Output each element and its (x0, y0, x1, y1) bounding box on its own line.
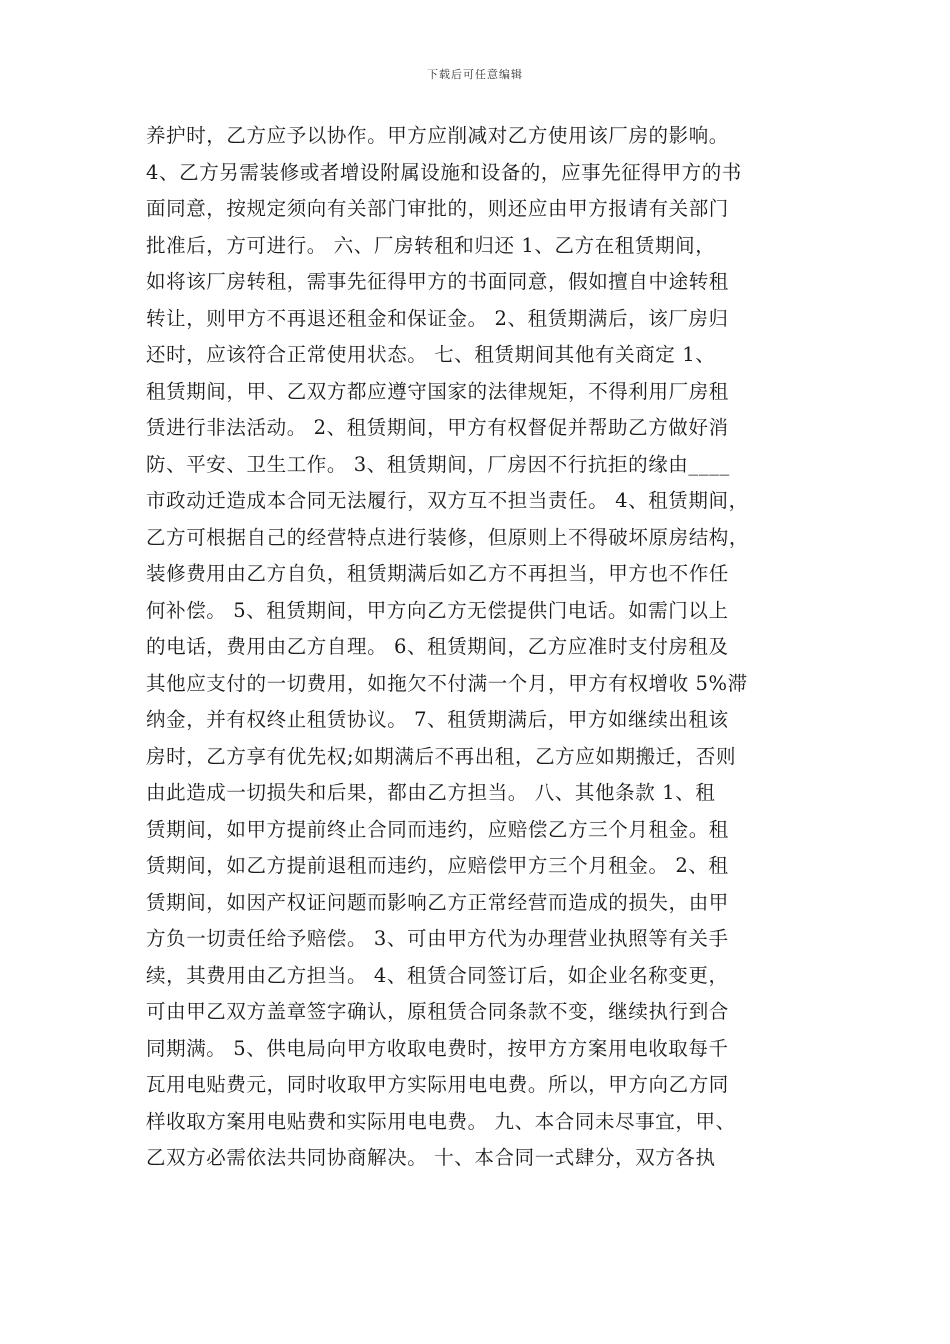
text-line: 赁进行非法活动。 2、租赁期间，甲方有权督促并帮助乙方做好消 (146, 416, 729, 439)
text-line: 批准后，方可进行。 六、厂房转租和归还 1、乙方在租赁期间， (146, 233, 716, 257)
text-line: 样收取方案用电贴费和实际用电电费。 九、本合同未尽事宜，甲、 (146, 1109, 736, 1133)
text-line: 如将该厂房转租，需事先征得甲方的书面同意，假如擅自中途转租 (146, 270, 729, 293)
text-line: 赁期间，如甲方提前终止合同而违约，应赔偿乙方三个月租金。租 (146, 817, 729, 841)
text-line: 乙方可根据自己的经营特点进行装修，但原则上不得破坏原房结构， (146, 525, 750, 549)
text-line: 同期满。 5、供电局向甲方收取电费时，按甲方方案用电收取每千 (146, 1036, 729, 1060)
text-line: 赁期间，如因产权证问题而影响乙方正常经营而造成的损失，由甲 (146, 890, 729, 914)
text-line: 面同意，按规定须向有关部门审批的，则还应由甲方报请有关部门 (146, 197, 729, 220)
text-line: 赁期间，如乙方提前退租而违约，应赔偿甲方三个月租金。 2、租 (146, 854, 729, 877)
text-line: 养护时，乙方应予以协作。甲方应削减对乙方使用该厂房的影响。 (146, 124, 729, 147)
text-line: 乙双方必需依法共同协商解决。 十、本合同一式肆分，双方各执 (146, 1146, 716, 1169)
text-line: 由此造成一切损失和后果，都由乙方担当。 八、其他条款 1、租 (146, 781, 716, 804)
page-header: 下载后可任意编辑 (427, 68, 523, 81)
text-line: 装修费用由乙方自负，租赁期满后如乙方不再担当，甲方也不作任 (146, 562, 729, 585)
text-line: 租赁期间，甲、乙双方都应遵守国家的法律规矩，不得利用厂房租 (146, 379, 729, 403)
text-line: 可由甲乙双方盖章签字确认，原租赁合同条款不变，继续执行到合 (146, 1000, 729, 1023)
text-line: 防、平安、卫生工作。 3、租赁期间，厂房因不行抗拒的缘由____ (146, 452, 730, 476)
text-line: 续，其费用由乙方担当。 4、租赁合同签订后，如企业名称变更， (146, 963, 729, 987)
text-line: 市政动迁造成本合同无法履行，双方互不担当责任。 4、租赁期间， (146, 489, 749, 512)
text-line: 纳金，并有权终止租赁协议。 7、租赁期满后，甲方如继续出租该 (146, 708, 729, 731)
document-body (146, 118, 810, 1177)
text-line: 房时，乙方享有优先权;如期满后不再出租，乙方应如期搬迁，否则 (146, 744, 737, 768)
text-line: 还时，应该符合正常使用状态。 七、租赁期间其他有关商定 1、 (146, 343, 716, 366)
text-line: 的电话，费用由乙方自理。 6、租赁期间，乙方应准时支付房租及 (146, 635, 729, 658)
text-line: 4、乙方另需装修或者增设附属设施和设备的，应事先征得甲方的书 (146, 160, 742, 184)
text-line: 瓦用电贴费元，同时收取甲方实际用电电费。所以，甲方向乙方同 (146, 1073, 729, 1096)
text-line: 转让，则甲方不再退还租金和保证金。 2、租赁期满后，该厂房归 (146, 306, 729, 330)
text-line: 何补偿。 5、租赁期间，甲方向乙方无偿提供门电话。如需门以上 (146, 598, 729, 622)
text-line: 方负一切责任给予赔偿。 3、可由甲方代为办理营业执照等有关手 (146, 927, 729, 950)
text-line: 其他应支付的一切费用，如拖欠不付满一个月，甲方有权增收 5%滞 (146, 671, 748, 695)
